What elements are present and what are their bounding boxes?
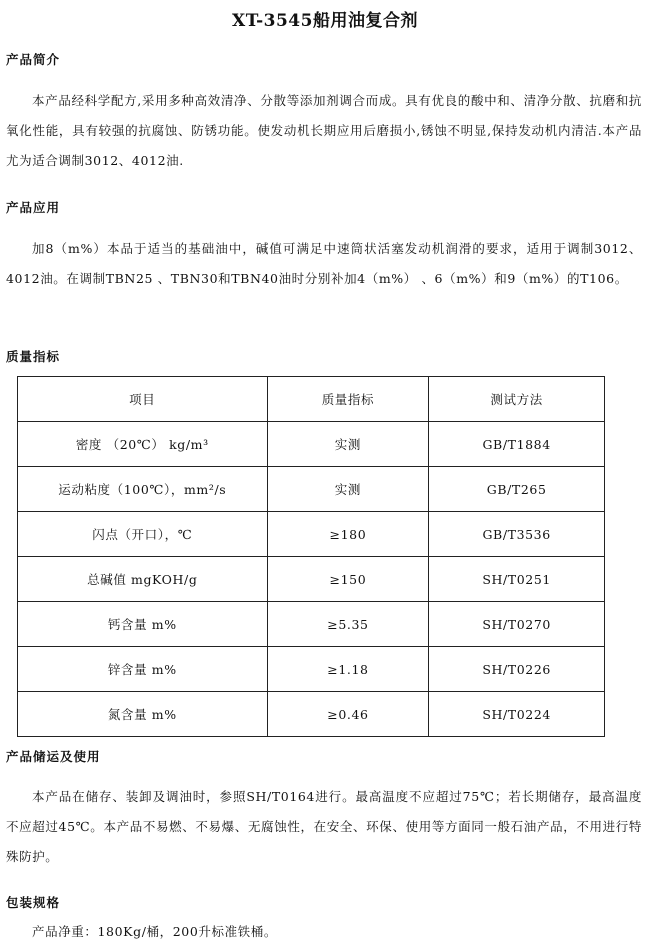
cell-method: GB/T3536: [429, 512, 605, 557]
table-row: [18, 647, 605, 692]
table-header-row: [18, 377, 605, 422]
table-row: [18, 422, 605, 467]
cell-method: SH/T0270: [429, 602, 605, 647]
cell-method: GB/T1884: [429, 422, 605, 467]
header-item: 项目: [18, 377, 268, 422]
cell-spec: 实测: [267, 422, 429, 467]
table-row: [18, 692, 605, 737]
header-spec: 质量指标: [267, 377, 429, 422]
storage-paragraph: 本产品在储存、装卸及调油时，参照SH/T0164进行。最高温度不应超过75℃；若长期储存，最高温度不应超过45℃。本产品不易燃、不易爆、无腐蚀性，在安全、环保、使用等方面同一般石油产品，不用进行特殊防护。: [6, 789, 642, 864]
cell-item: 运动粘度（100℃），mm²/s: [18, 467, 268, 512]
application-heading: 产品应用: [6, 200, 61, 215]
table-row: [18, 467, 605, 512]
packaging-heading: 包装规格: [6, 895, 61, 910]
table-row: [18, 512, 605, 557]
cell-item: 密度 （20℃） kg/m³: [18, 422, 268, 467]
cell-method: GB/T265: [429, 467, 605, 512]
cell-method: SH/T0251: [429, 557, 605, 602]
intro-heading: 产品简介: [6, 52, 61, 67]
header-method: 测试方法: [429, 377, 605, 422]
cell-spec: ≥5.35: [267, 602, 429, 647]
cell-method: SH/T0226: [429, 647, 605, 692]
intro-paragraph: 本产品经科学配方,采用多种高效清净、分散等添加剂调合而成。具有优良的酸中和、清净分散、抗磨和抗氧化性能，具有较强的抗腐蚀、防锈功能。使发动机长期应用后磨损小,锈蚀不明显,保持发动机内清洁.本产品尤为适合调制3012、4012油.: [6, 93, 642, 168]
cell-item: 总碱值 mgKOH/g: [18, 557, 268, 602]
cell-item: 钙含量 m%: [18, 602, 268, 647]
quality-heading: 质量指标: [6, 349, 61, 364]
cell-spec: ≥1.18: [267, 647, 429, 692]
cell-item: 闪点（开口），℃: [18, 512, 268, 557]
cell-item: 氮含量 m%: [18, 692, 268, 737]
table-row: [18, 602, 605, 647]
cell-spec: ≥180: [267, 512, 429, 557]
packaging-paragraph: 产品净重：180Kg/桶，200升标准铁桶。: [32, 924, 277, 939]
cell-item: 锌含量 m%: [18, 647, 268, 692]
table-row: [18, 557, 605, 602]
cell-spec: ≥150: [267, 557, 429, 602]
cell-spec: ≥0.46: [267, 692, 429, 737]
quality-table: [17, 376, 605, 737]
document-title: XT-3545船用油复合剂: [232, 11, 418, 31]
storage-heading: 产品储运及使用: [6, 749, 101, 764]
application-paragraph: 加8（m%）本品于适当的基础油中，碱值可满足中速筒状活塞发动机润滑的要求，适用于调制3012、4012油。在调制TBN25 、TBN30和TBN40油时分别补加4（m%） 、6（m%）和9（m%）的T106。: [6, 241, 642, 286]
cell-method: SH/T0224: [429, 692, 605, 737]
cell-spec: 实测: [267, 467, 429, 512]
